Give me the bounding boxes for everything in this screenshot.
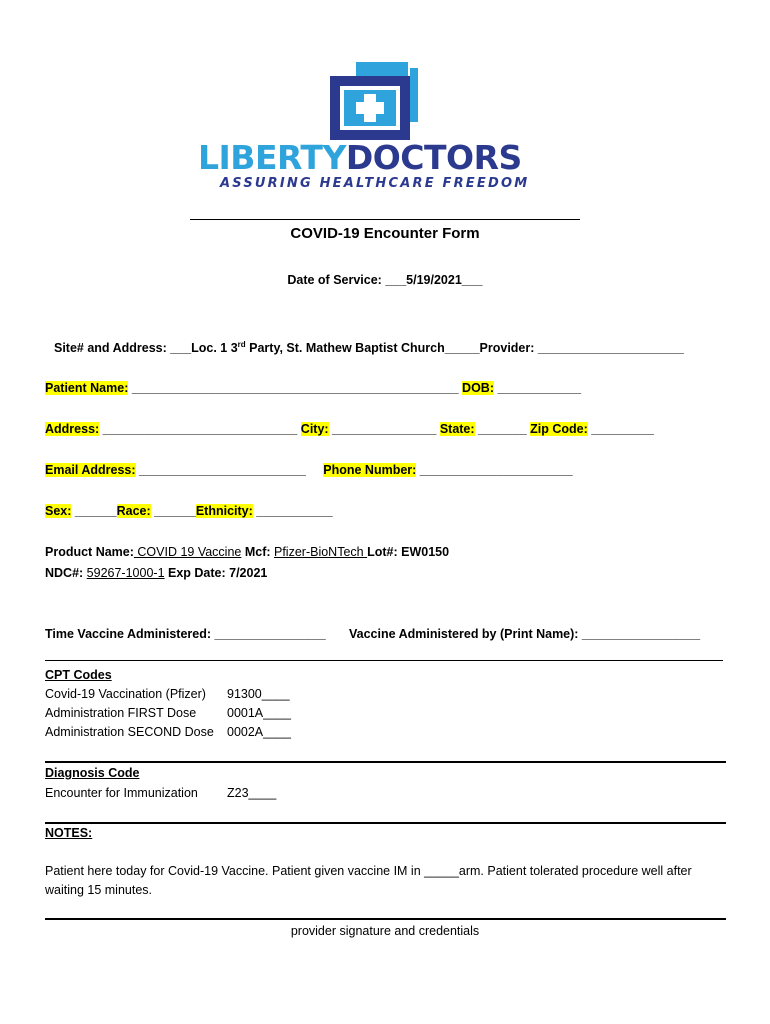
patient-name-label: Patient Name: [45, 381, 129, 395]
address-label: Address: [45, 422, 100, 436]
logo-brand-part1: LIBERTY [198, 138, 346, 177]
mcf-value: Pfizer-BioNTech [274, 545, 368, 559]
phone-label: Phone Number: [323, 463, 417, 477]
city-field[interactable]: _______________ [328, 422, 440, 436]
state-field[interactable]: _______ [474, 422, 531, 436]
diagnosis-heading: Diagnosis Code [45, 766, 140, 780]
address-field[interactable]: ____________________________ [99, 422, 301, 436]
lot-number: Lot#: EW0150 [367, 545, 450, 559]
cpt-row-code[interactable]: 91300____ [227, 687, 290, 701]
cpt-heading: CPT Codes [45, 668, 112, 682]
diagnosis-code[interactable]: Z23____ [227, 786, 277, 800]
signature-line[interactable] [45, 918, 726, 920]
city-label: City: [300, 422, 329, 436]
ethnicity-label: Ethnicity: [195, 504, 253, 518]
diagnosis-desc: Encounter for Immunization [45, 786, 198, 800]
signature-caption: provider signature and credentials [290, 924, 480, 938]
notes-heading: NOTES: [45, 826, 93, 840]
site-address-row [54, 340, 684, 355]
cpt-rule [45, 761, 726, 763]
exp-date: Exp Date: 7/2021 [164, 566, 268, 580]
ndc-label: NDC#: [45, 566, 87, 580]
zip-field[interactable]: _________ [587, 422, 654, 436]
site-label: Site# and Address: [54, 341, 171, 356]
logo-tagline: ASSURING HEALTHCARE FREEDOM [220, 176, 530, 191]
contact-row [45, 463, 573, 477]
admin-rule [45, 660, 723, 661]
product-name-label: Product Name: [45, 545, 134, 559]
ndc-value: 59267-1000-1 [86, 566, 165, 580]
notes-line-2: waiting 15 minutes. [45, 883, 153, 897]
dob-field[interactable]: ____________ [494, 381, 581, 395]
logo-brand-name [198, 138, 576, 178]
administered-by-field[interactable]: Vaccine Administered by (Print Name): _________________ [349, 627, 701, 641]
mcf-label: Mcf: [241, 545, 274, 559]
cpt-row-desc: Covid-19 Vaccination (Pfizer) [45, 687, 206, 701]
email-field[interactable]: ________________________ [135, 463, 310, 477]
date-of-service: Date of Service: ___5/19/2021___ [287, 273, 483, 287]
provider-field[interactable]: Provider: _____________________ [479, 341, 684, 356]
title-top-rule [190, 219, 580, 220]
dob-label: DOB: [462, 381, 494, 395]
ethnicity-field[interactable]: ___________ [252, 504, 333, 518]
state-label: State: [439, 422, 475, 436]
race-label: Race: [116, 504, 151, 518]
phone-field[interactable]: ______________________ [416, 463, 573, 477]
ndc-row [45, 566, 267, 580]
race-field[interactable]: ______ [150, 504, 196, 518]
logo-brand-part2: DOCTORS [345, 138, 522, 177]
medical-cross-icon [330, 62, 422, 140]
cpt-row-desc: Administration FIRST Dose [45, 706, 197, 720]
address-row [45, 422, 654, 436]
product-row [45, 545, 449, 559]
notes-line-1: Patient here today for Covid-19 Vaccine. Patient given vaccine IM in _____arm. Patient tolerated procedure well after [45, 864, 692, 878]
cpt-row-code[interactable]: 0002A____ [227, 725, 291, 739]
cpt-row-desc: Administration SECOND Dose [45, 725, 214, 739]
patient-name-field[interactable]: _______________________________________________ [128, 381, 463, 395]
demographics-row [45, 504, 333, 518]
email-label: Email Address: [45, 463, 136, 477]
site-value: ___Loc. 1 3rd Party, St. Mathew Baptist Church_____ [170, 340, 480, 356]
form-title: COVID-19 Encounter Form [290, 225, 480, 242]
product-name-value: COVID 19 Vaccine [133, 545, 242, 559]
diagnosis-rule [45, 822, 726, 824]
sex-label: Sex: [45, 504, 72, 518]
zip-label: Zip Code: [530, 422, 588, 436]
sex-field[interactable]: ______ [71, 504, 117, 518]
time-administered-field[interactable]: Time Vaccine Administered: ________________ [45, 627, 326, 641]
cpt-row-code[interactable]: 0001A____ [227, 706, 291, 720]
patient-name-row [45, 381, 581, 395]
